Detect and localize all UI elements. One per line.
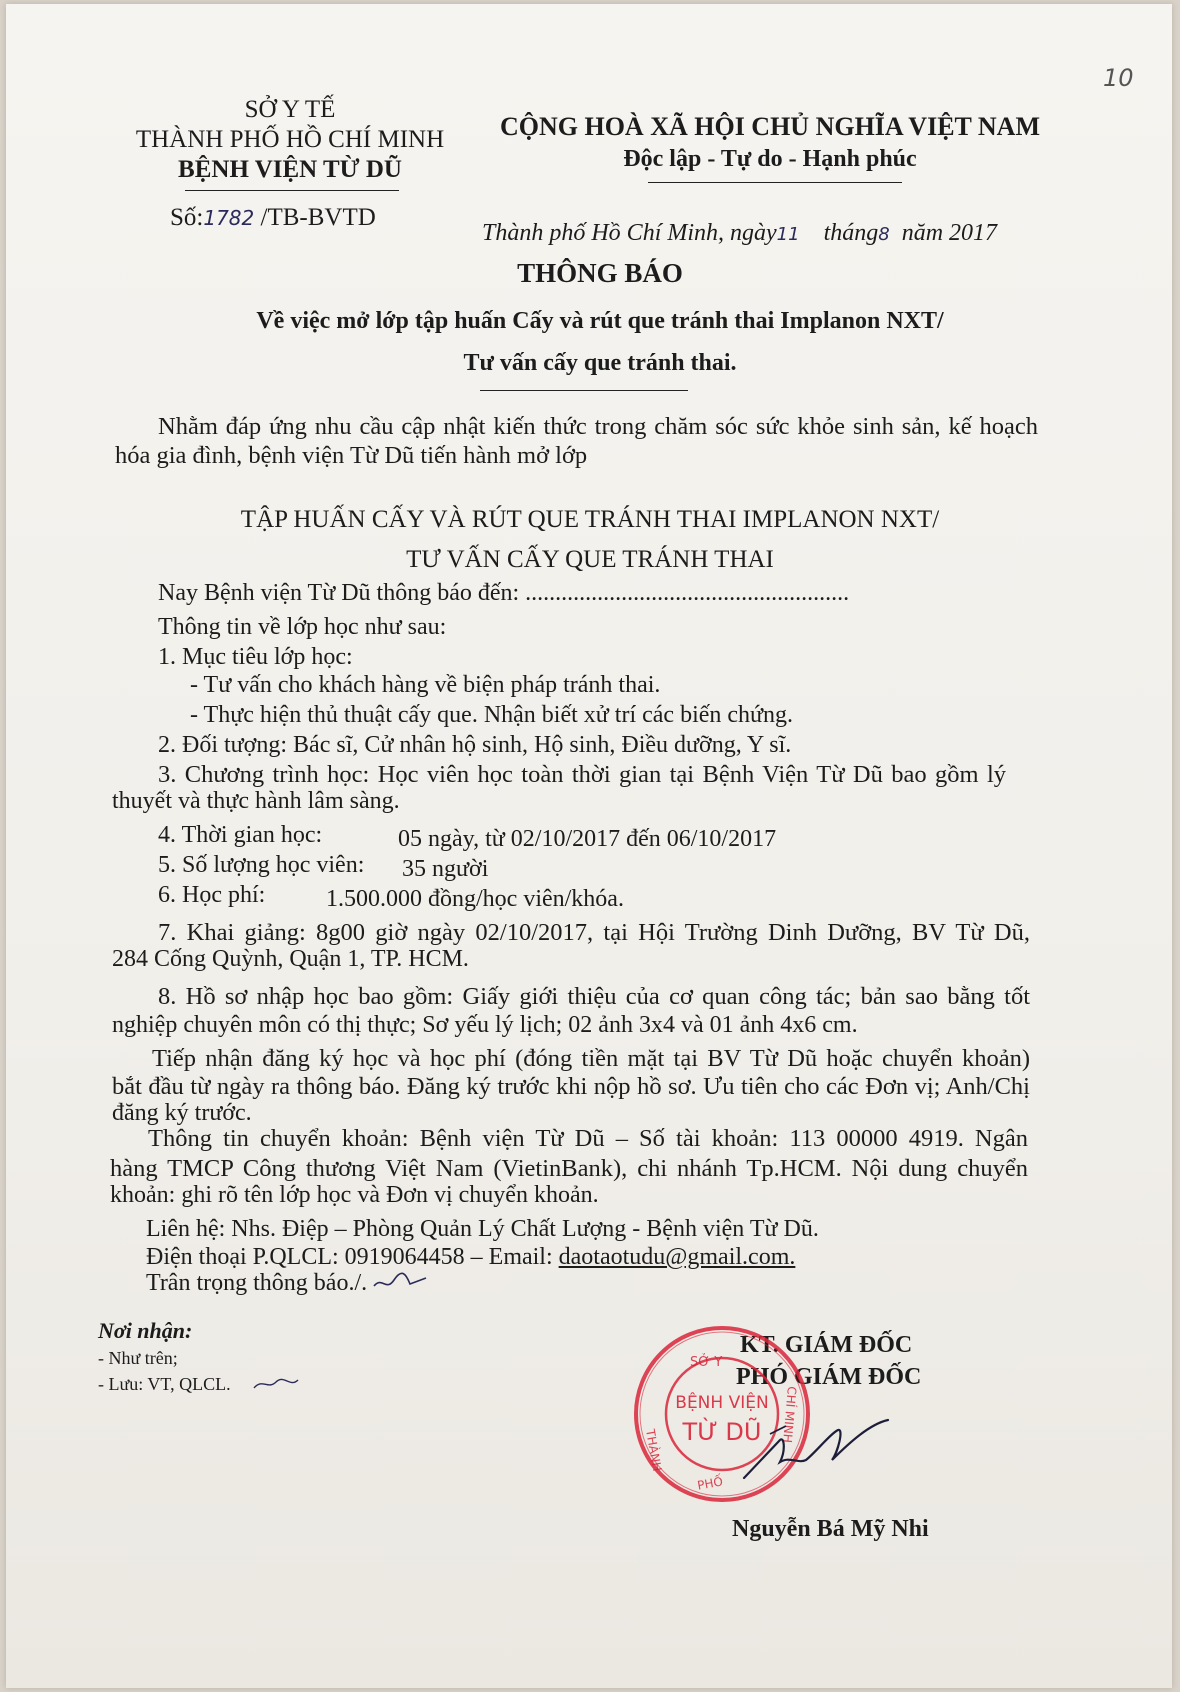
header-dept: SỞ Y TẾ: [244, 96, 336, 123]
stamp-bottom-text: PHỐ: [696, 1474, 725, 1493]
phone-line: [146, 1244, 795, 1271]
date-year: năm 2017: [901, 220, 998, 246]
recipient-1: - Như trên;: [98, 1348, 178, 1368]
signature-role-1: KT. GIÁM ĐỐC: [740, 1332, 913, 1358]
stamp-right-text: CHÍ MINH: [780, 1385, 799, 1444]
recipients-title: Nơi nhận:: [98, 1318, 193, 1343]
date-month: 8: [878, 224, 890, 245]
stamp-top-text: SỞ Y: [690, 1355, 723, 1370]
notice-to: Nay Bệnh viện Từ Dũ thông báo đến: ......................................................: [158, 580, 850, 606]
transfer-line-1: Thông tin chuyển khoản: Bệnh viện Từ Dũ – Số tài khoản: 113 00000 4919. Ngân: [148, 1125, 1028, 1152]
recipient-2: - Lưu: VT, QLCL.: [98, 1374, 231, 1394]
document-date: [482, 220, 997, 247]
item-7-line-2: 284 Cống Quỳnh, Quận 1, TP. HCM.: [112, 946, 469, 972]
item-3-line-2: thuyết và thực hành lâm sàng.: [112, 788, 400, 814]
document-title: THÔNG BÁO: [517, 258, 683, 288]
registration-line-1: Tiếp nhận đăng ký học và học phí (đóng tiền mặt tại BV Từ Dũ hoặc chuyển khoản): [152, 1045, 1030, 1072]
stamp-inner-line-1: BỆNH VIỆN: [675, 1393, 769, 1413]
header-city: THÀNH PHỐ HỒ CHÍ MINH: [135, 126, 445, 153]
registration-line-3: đăng ký trước.: [112, 1100, 252, 1126]
item-4-value: 05 ngày, từ 02/10/2017 đến 06/10/2017: [398, 826, 777, 852]
number-suffix: /TB-BVTD: [260, 204, 376, 231]
subject-line-2: Tư vấn cấy que tránh thai.: [463, 350, 737, 376]
subject-line-1: Về việc mở lớp tập huấn Cấy và rút que tránh thai Implanon NXT/: [256, 308, 944, 334]
document-number: [170, 204, 376, 232]
date-prefix: Thành phố Hồ Chí Minh, ngày: [482, 220, 777, 246]
date-day: 11: [776, 224, 800, 245]
item-6-label: 6. Học phí:: [158, 882, 266, 908]
item-7-line-1: 7. Khai giảng: 8g00 giờ ngày 02/10/2017, tại Hội Trường Dinh Dưỡng, BV Từ Dũ,: [158, 919, 1030, 946]
header-left-underline: [185, 190, 399, 191]
item-2: 2. Đối tượng: Bác sĩ, Cử nhân hộ sinh, Hộ sinh, Điều dưỡng, Y sĩ.: [158, 732, 792, 758]
header-motto: Độc lập - Tự do - Hạnh phúc: [623, 146, 917, 172]
registration-line-2: bắt đầu từ ngày ra thông báo. Đăng ký trước khi nộp hồ sơ. Ưu tiên cho các Đơn vị; Anh/Chị: [112, 1073, 1030, 1100]
stamp-inner-line-2: TỪ DŨ: [682, 1418, 762, 1446]
header-country: CỘNG HOÀ XÃ HỘI CHỦ NGHĨA VIỆT NAM: [499, 112, 1041, 141]
date-month-label: tháng: [823, 220, 879, 246]
course-line-2: TƯ VẤN CẤY QUE TRÁNH THAI: [406, 546, 774, 573]
item-1a: - Tư vấn cho khách hàng về biện pháp tránh thai.: [190, 672, 661, 698]
info-heading: Thông tin về lớp học như sau:: [158, 614, 447, 640]
item-5-label: 5. Số lượng học viên:: [158, 852, 365, 878]
closing-initials: [370, 1268, 430, 1294]
intro-line-2: hóa gia đình, bệnh viện Từ Dũ tiến hành mở lớp: [115, 442, 588, 469]
item-6-value: 1.500.000 đồng/học viên/khóa.: [326, 886, 624, 912]
item-4-label: 4. Thời gian học:: [158, 822, 323, 848]
header-hospital: BỆNH VIỆN TỪ DŨ: [178, 156, 402, 183]
subject-underline: [480, 390, 688, 391]
item-5-value: 35 người: [402, 856, 489, 882]
number-handwritten: 1782: [203, 206, 255, 230]
intro-line-1: Nhằm đáp ứng nhu cầu cập nhật kiến thức trong chăm sóc sức khỏe sinh sản, kế hoạch: [158, 413, 1038, 440]
stamp-left-text: THÀNH: [643, 1428, 665, 1473]
signer-name: Nguyễn Bá Mỹ Nhi: [732, 1516, 929, 1542]
item-3-line-1: 3. Chương trình học: Học viên học toàn thời gian tại Bệnh Viện Từ Dũ bao gồm lý: [158, 761, 1006, 788]
course-line-1: TẬP HUẤN CẤY VÀ RÚT QUE TRÁNH THAI IMPLANON NXT/: [240, 506, 940, 533]
transfer-line-2: hàng TMCP Công thương Việt Nam (VietinBank), chi nhánh Tp.HCM. Nội dung chuyển: [110, 1155, 1028, 1182]
item-1: 1. Mục tiêu lớp học:: [158, 644, 353, 670]
archive-initials: [252, 1374, 302, 1394]
closing-line: Trân trọng thông báo./.: [146, 1270, 368, 1296]
email-link[interactable]: daotaotudu@gmail.com.: [558, 1244, 796, 1270]
phone-text: Điện thoại P.QLCL: 0919064458 – Email:: [146, 1244, 559, 1270]
signature-role-2: PHÓ GIÁM ĐỐC: [736, 1364, 922, 1390]
handwritten-signature: [720, 1390, 930, 1520]
header-right-underline: [648, 182, 902, 183]
item-1b: - Thực hiện thủ thuật cấy que. Nhận biết xử trí các biến chứng.: [190, 702, 794, 728]
number-prefix: Số:: [170, 204, 204, 231]
item-8-line-2: nghiệp chuyên môn có thị thực; Sơ yếu lý lịch; 02 ảnh 3x4 và 01 ảnh 4x6 cm.: [112, 1012, 858, 1038]
page-number: 10: [1103, 64, 1134, 92]
transfer-line-3: khoản: ghi rõ tên lớp học và Đơn vị chuyển khoản.: [110, 1182, 599, 1208]
contact-line: Liên hệ: Nhs. Điệp – Phòng Quản Lý Chất Lượng - Bệnh viện Từ Dũ.: [146, 1216, 819, 1242]
item-8-line-1: 8. Hồ sơ nhập học bao gồm: Giấy giới thiệu của cơ quan công tác; bản sao bằng tốt: [158, 983, 1030, 1010]
